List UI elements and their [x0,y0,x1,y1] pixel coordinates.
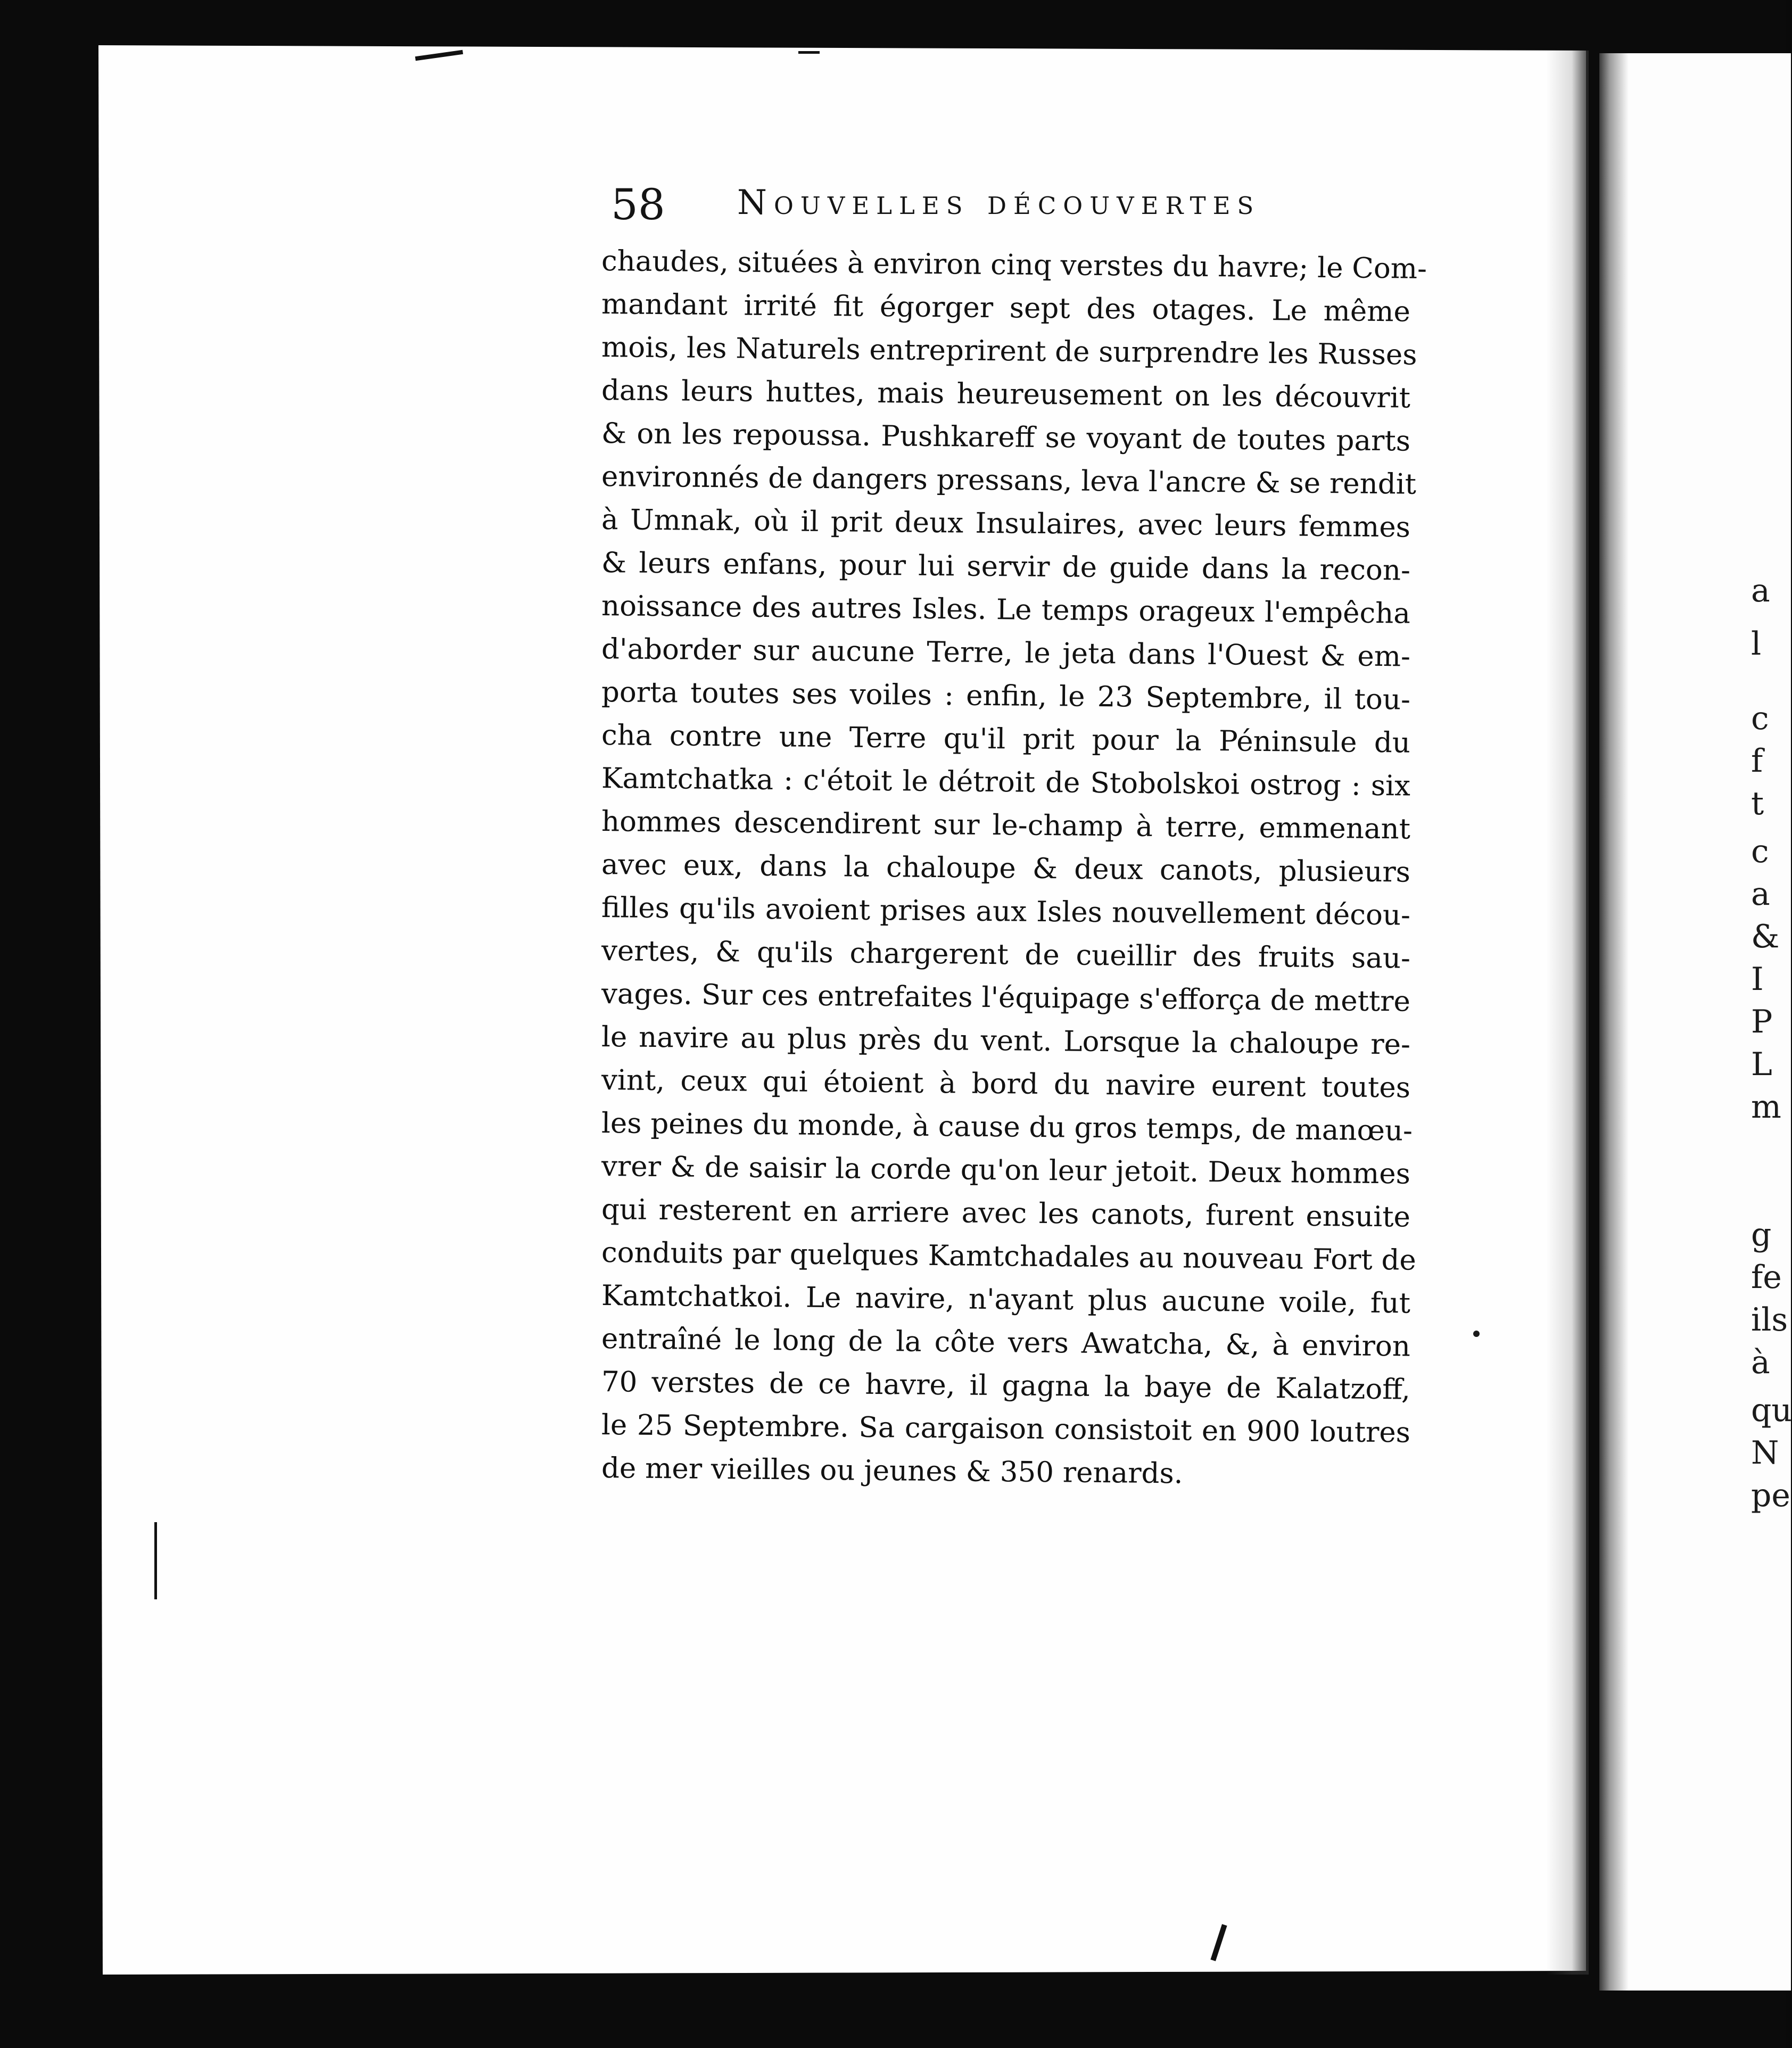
text-line: d'aborder sur aucune Terre, le jeta dans l'Ouest & em- [601,633,1411,673]
text-line: & on les repoussa. Pushkareff se voyant de toutes parts [601,417,1411,458]
binding-shadow [1599,53,1629,1991]
running-head: Nouvelles découvertes [737,183,1261,222]
facing-page-fragment: f [1751,742,1763,780]
text-line: chaudes, situées à environ cinq verstes du havre; le Com- [601,245,1427,285]
text-line: 70 verstes de ce havre, il gagna la baye de Kalatzoff, [601,1366,1411,1406]
text-line: entraîné le long de la côte vers Awatcha, &, à environ [601,1323,1411,1363]
text-line: dans leurs huttes, mais heureusement on les découvrit [601,374,1411,415]
text-line: filles qu'ils avoient prises aux Isles nouvellement décou- [601,891,1411,932]
text-line: vertes, & qu'ils chargerent de cueillir des fruits sau- [601,935,1411,975]
text-line: vint, ceux qui étoient à bord du navire eurent toutes [601,1064,1411,1104]
facing-page-fragment: c [1751,833,1769,870]
text-line: vages. Sur ces entrefaites l'équipage s'efforça de mettre [601,978,1411,1018]
text-line: vrer & de saisir la corde qu'on leur jetoit. Deux hommes [601,1150,1411,1191]
facing-page-fragment: m [1751,1088,1781,1126]
text-line: Kamtchatka : c'étoit le détroit de Stobolskoi ostrog : six [601,762,1411,803]
page-header [611,180,1353,234]
facing-page-fragment: à [1751,1344,1770,1381]
text-line: hommes descendirent sur le-champ à terre, emmenant [601,805,1411,846]
facing-page-fragment: qu [1751,1392,1792,1429]
text-line: avec eux, dans la chaloupe & deux canots, plusieurs [601,848,1411,889]
scan-artifact [154,1522,157,1599]
facing-page-fragment: pe [1751,1477,1790,1514]
facing-page-fragment: N [1751,1434,1779,1472]
scan-speck [1473,1331,1480,1337]
facing-page-fragment: ils [1751,1301,1788,1339]
text-line: les peines du monde, à cause du gros temps, de manœu- [601,1107,1413,1147]
text-line: noissance des autres Isles. Le temps orageux l'empêcha [601,590,1411,630]
facing-page-fragment: a [1751,876,1770,913]
text-line: le 25 Septembre. Sa cargaison consistoit en 900 loutres [601,1409,1411,1449]
facing-page-fragment: t [1751,785,1764,822]
text-line: qui resterent en arriere avec les canots, furent ensuite [601,1193,1411,1234]
text-line: & leurs enfans, pour lui servir de guide dans la recon- [601,547,1411,587]
facing-page-fragment: g [1751,1216,1772,1253]
text-line: mois, les Naturels entreprirent de surprendre les Russes [601,331,1417,371]
facing-page-fragment: L [1751,1046,1772,1083]
page-body [601,240,1427,1490]
text-line: de mer vieilles ou jeunes & 350 renards. [601,1452,1183,1490]
page-gutter-shadow [1546,51,1589,1975]
text-line: Kamtchatkoi. Le navire, n'ayant plus aucune voile, fut [601,1279,1411,1320]
facing-page-fragment: I [1751,961,1764,998]
page-number: 58 [611,180,665,229]
text-line: le navire au plus près du vent. Lorsque la chaloupe re- [601,1021,1411,1061]
text-line: à Umnak, où il prit deux Insulaires, avec leurs femmes [601,503,1411,544]
facing-page-fragment: a [1751,572,1770,609]
facing-page-fragment: l [1751,625,1762,663]
text-line: conduits par quelques Kamtchadales au nouveau Fort de [601,1236,1417,1277]
scan-artifact [798,51,820,54]
text-line: mandant irrité fit égorger sept des otages. Le même [601,288,1411,328]
facing-page-fragment: c [1751,700,1769,737]
facing-page-fragment: P [1751,1003,1773,1040]
facing-page-fragment: fe [1751,1259,1782,1296]
text-line: cha contre une Terre qu'il prit pour la Péninsule du [601,719,1411,759]
text-line: environnés de dangers pressans, leva l'ancre & se rendit [601,460,1417,501]
facing-page-fragment: & [1751,918,1780,955]
text-line: porta toutes ses voiles : enfin, le 23 Septembre, il tou- [601,676,1411,716]
